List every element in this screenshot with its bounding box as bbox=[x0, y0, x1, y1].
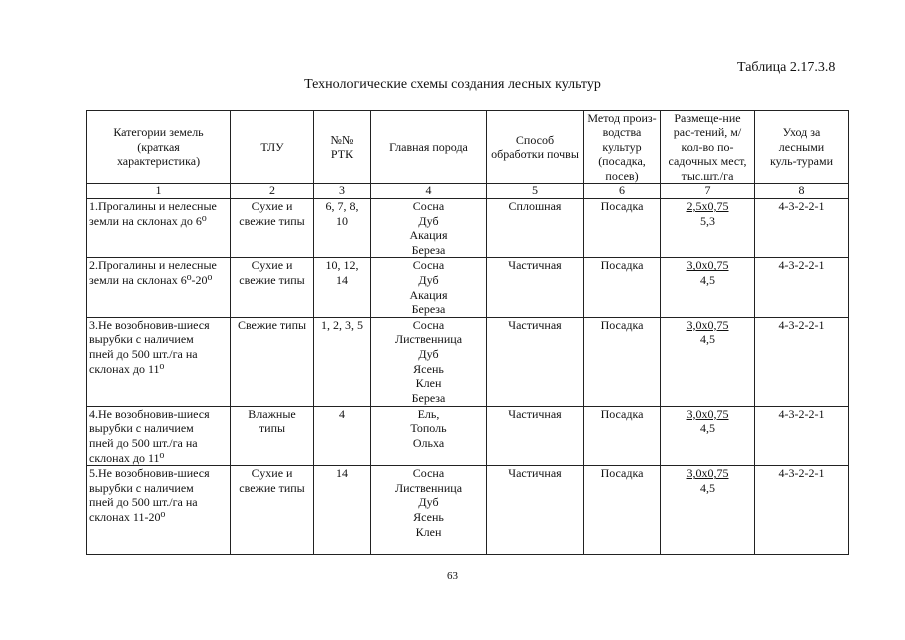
table-row bbox=[87, 317, 849, 406]
column-number: 1 bbox=[87, 184, 231, 199]
tlu-line: Сухие и bbox=[251, 258, 293, 273]
header-line: Метод произ- bbox=[587, 111, 657, 125]
placement-value: 2,5х0,75 bbox=[686, 199, 729, 214]
care-value: 4-3-2-2-1 bbox=[778, 466, 825, 481]
species-cell bbox=[371, 406, 487, 465]
method-cell bbox=[584, 317, 661, 406]
tlu-cell bbox=[231, 199, 314, 258]
category-cell bbox=[87, 466, 231, 555]
care-value: 4-3-2-2-1 bbox=[778, 406, 825, 421]
table-row bbox=[87, 406, 849, 465]
category-line: пней до 500 шт./га на bbox=[89, 346, 198, 361]
species-line: Акация bbox=[409, 228, 448, 243]
soil-cell bbox=[487, 317, 584, 406]
species-line: Береза bbox=[411, 302, 446, 317]
header-line: тыс.шт./га bbox=[681, 168, 734, 183]
soil-value: Частичная bbox=[508, 466, 562, 481]
placement-cell bbox=[661, 406, 755, 465]
category-line: пней до 500 шт./га на bbox=[89, 435, 198, 450]
species-line: Ясень bbox=[413, 361, 444, 376]
placement-cell bbox=[661, 199, 755, 258]
soil-cell bbox=[487, 258, 584, 317]
species-line: Береза bbox=[411, 242, 446, 257]
category-line: 3.Не возобновив-шиеся bbox=[89, 317, 210, 332]
care-cell bbox=[755, 199, 849, 258]
quantity-value: 4,5 bbox=[700, 421, 715, 436]
tlu-cell bbox=[231, 406, 314, 465]
rtk-cell bbox=[314, 466, 371, 555]
header-line: садочных мест, bbox=[668, 154, 747, 169]
placement-value: 3,0х0,75 bbox=[686, 317, 729, 332]
placement-value: 3,0х0,75 bbox=[686, 466, 729, 481]
header-line: рас-тений, м/ bbox=[673, 125, 742, 140]
species-cell bbox=[371, 258, 487, 317]
category-line: 5.Не возобновив-шиеся bbox=[89, 466, 210, 481]
tlu-line: типы bbox=[258, 421, 286, 436]
column-number: 7 bbox=[661, 184, 755, 199]
placement-cell bbox=[661, 317, 755, 406]
rtk-line: 10 bbox=[336, 213, 348, 228]
placement-value: 3,0х0,75 bbox=[686, 406, 729, 421]
column-number: 3 bbox=[314, 184, 371, 199]
table-row bbox=[87, 258, 849, 317]
category-line: склонах до 11⁰ bbox=[89, 450, 165, 465]
tlu-line: свежие типы bbox=[239, 273, 305, 287]
header-line: (посадка, bbox=[598, 154, 646, 169]
table-row bbox=[87, 466, 849, 555]
header-line: РТК bbox=[330, 147, 354, 162]
rtk-line: 10, 12, bbox=[325, 258, 359, 273]
header-line: водства bbox=[602, 125, 642, 140]
species-line: Тополь bbox=[410, 421, 447, 436]
header-line: Главная порода bbox=[389, 139, 468, 154]
category-cell bbox=[87, 258, 231, 317]
rtk-cell bbox=[314, 317, 371, 406]
species-line: Сосна bbox=[412, 199, 445, 214]
rtk-line: 6, 7, 8, bbox=[325, 199, 359, 214]
soil-value: Частичная bbox=[508, 258, 562, 273]
table-row bbox=[87, 199, 849, 258]
category-line: пней до 500 шт./га на bbox=[89, 495, 198, 510]
method-value: Посадка bbox=[600, 406, 644, 421]
species-line: Береза bbox=[411, 390, 446, 405]
quantity-value: 4,5 bbox=[700, 273, 715, 287]
rtk-line: 4 bbox=[339, 406, 345, 421]
category-line: склонах 11-20⁰ bbox=[89, 509, 166, 524]
category-cell bbox=[87, 317, 231, 406]
header-line: кол-во по- bbox=[681, 139, 734, 154]
quantity-value: 4,5 bbox=[700, 480, 715, 495]
soil-value: Частичная bbox=[508, 317, 562, 332]
tlu-line: Сухие и bbox=[251, 466, 293, 481]
soil-cell bbox=[487, 199, 584, 258]
species-cell bbox=[371, 199, 487, 258]
species-line: Клен bbox=[415, 524, 442, 539]
column-header-3 bbox=[314, 111, 371, 184]
page-number: 63 bbox=[447, 570, 458, 582]
quantity-value: 4,5 bbox=[700, 332, 715, 347]
care-cell bbox=[755, 258, 849, 317]
tlu-cell bbox=[231, 258, 314, 317]
header-line: Уход за bbox=[782, 125, 821, 140]
column-number: 8 bbox=[755, 184, 849, 199]
method-cell bbox=[584, 406, 661, 465]
header-row bbox=[87, 111, 849, 184]
forest-culture-table bbox=[86, 110, 849, 555]
table-label: Таблица 2.17.3.8 bbox=[737, 60, 836, 75]
species-line: Сосна bbox=[412, 258, 445, 273]
method-value: Посадка bbox=[600, 317, 644, 332]
rtk-line: 14 bbox=[336, 273, 348, 287]
species-line: Лиственница bbox=[394, 480, 463, 495]
category-line: вырубки с наличием bbox=[89, 421, 194, 436]
species-line: Дуб bbox=[418, 273, 439, 287]
tlu-line: свежие типы bbox=[239, 480, 305, 495]
method-value: Посадка bbox=[600, 258, 644, 273]
category-line: 2.Прогалины и нелесные bbox=[89, 258, 217, 273]
category-line: вырубки с наличием bbox=[89, 332, 194, 347]
header-line: Категории земель bbox=[113, 125, 204, 140]
species-line: Акация bbox=[409, 287, 448, 302]
species-line: Сосна bbox=[412, 466, 445, 481]
header-line: ТЛУ bbox=[260, 139, 284, 154]
species-line: Дуб bbox=[418, 346, 439, 361]
column-header-2 bbox=[231, 111, 314, 184]
tlu-line: Сухие и bbox=[251, 199, 293, 214]
placement-cell bbox=[661, 258, 755, 317]
species-line: Клен bbox=[415, 376, 442, 391]
method-cell bbox=[584, 258, 661, 317]
species-line: Дуб bbox=[418, 213, 439, 228]
header-line: Размеще-ние bbox=[674, 111, 741, 125]
care-cell bbox=[755, 466, 849, 555]
column-header-8 bbox=[755, 111, 849, 184]
column-number: 5 bbox=[487, 184, 584, 199]
method-value: Посадка bbox=[600, 199, 644, 214]
tlu-cell bbox=[231, 317, 314, 406]
care-cell bbox=[755, 317, 849, 406]
column-number: 6 bbox=[584, 184, 661, 199]
species-cell bbox=[371, 466, 487, 555]
species-line: Дуб bbox=[418, 495, 439, 510]
column-header-7 bbox=[661, 111, 755, 184]
rtk-cell bbox=[314, 406, 371, 465]
category-line: 4.Не возобновив-шиеся bbox=[89, 406, 210, 421]
method-cell bbox=[584, 199, 661, 258]
column-number-row bbox=[87, 184, 849, 199]
species-line: Ольха bbox=[412, 435, 445, 450]
care-value: 4-3-2-2-1 bbox=[778, 317, 825, 332]
tlu-cell bbox=[231, 466, 314, 555]
care-cell bbox=[755, 406, 849, 465]
method-cell bbox=[584, 466, 661, 555]
header-line: лесными bbox=[778, 139, 825, 154]
category-line: вырубки с наличием bbox=[89, 480, 194, 495]
column-header-6 bbox=[584, 111, 661, 184]
species-line: Сосна bbox=[412, 317, 445, 332]
category-cell bbox=[87, 406, 231, 465]
header-line: характеристика) bbox=[116, 154, 201, 169]
category-line: склонах до 11⁰ bbox=[89, 361, 165, 376]
species-cell bbox=[371, 317, 487, 406]
header-line: (краткая bbox=[137, 139, 180, 154]
species-line: Ясень bbox=[413, 509, 444, 524]
column-number: 4 bbox=[371, 184, 487, 199]
care-value: 4-3-2-2-1 bbox=[778, 199, 825, 214]
category-line: земли на склонах до 6⁰ bbox=[89, 213, 207, 228]
rtk-line: 14 bbox=[336, 466, 348, 481]
column-number: 2 bbox=[231, 184, 314, 199]
header-line: обработки почвы bbox=[491, 147, 579, 162]
table-title: Технологические схемы создания лесных культур bbox=[304, 77, 601, 92]
category-cell bbox=[87, 199, 231, 258]
rtk-line: 1, 2, 3, 5 bbox=[321, 317, 363, 332]
placement-value: 3,0х0,75 bbox=[686, 258, 729, 273]
soil-cell bbox=[487, 406, 584, 465]
method-value: Посадка bbox=[600, 466, 644, 481]
tlu-line: свежие типы bbox=[239, 213, 305, 228]
soil-cell bbox=[487, 466, 584, 555]
rtk-cell bbox=[314, 258, 371, 317]
header-line: Способ bbox=[515, 132, 555, 147]
species-line: Лиственница bbox=[394, 332, 463, 347]
placement-cell bbox=[661, 466, 755, 555]
category-line: 1.Прогалины и нелесные bbox=[89, 199, 217, 214]
tlu-line: Свежие типы bbox=[237, 317, 307, 332]
rtk-cell bbox=[314, 199, 371, 258]
soil-value: Сплошная bbox=[508, 199, 562, 214]
quantity-value: 5,3 bbox=[700, 213, 715, 228]
header-line: посев) bbox=[605, 168, 639, 183]
column-header-4 bbox=[371, 111, 487, 184]
species-line: Ель, bbox=[417, 406, 440, 421]
column-header-5 bbox=[487, 111, 584, 184]
header-line: культур bbox=[602, 139, 642, 154]
tlu-line: Влажные bbox=[248, 406, 296, 421]
header-line: №№ bbox=[330, 132, 354, 147]
column-header-1 bbox=[87, 111, 231, 184]
category-line: земли на склонах 6⁰-20⁰ bbox=[89, 273, 213, 287]
soil-value: Частичная bbox=[508, 406, 562, 421]
care-value: 4-3-2-2-1 bbox=[778, 258, 825, 273]
header-line: куль-турами bbox=[769, 154, 834, 169]
